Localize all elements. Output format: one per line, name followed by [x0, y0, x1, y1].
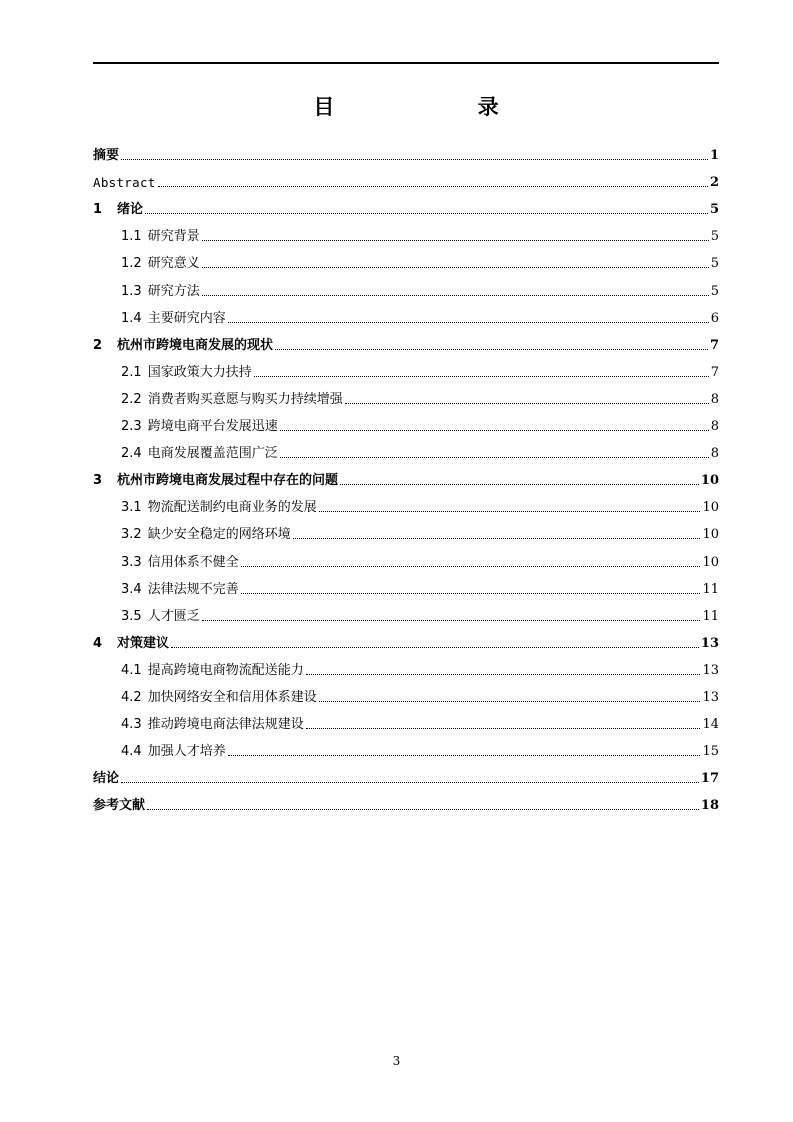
toc-entry-label: 研究意义 [147, 256, 200, 272]
dot-leader [293, 538, 701, 539]
toc-entry-page: 10 [702, 500, 719, 516]
toc-entry-page: 10 [700, 473, 719, 489]
toc-entry[interactable] [93, 790, 719, 814]
toc-entry-label: 绪论 [117, 202, 144, 218]
dot-leader [319, 701, 701, 702]
toc-entry[interactable] [93, 384, 719, 408]
toc-entry[interactable] [93, 655, 719, 679]
toc-entry-page: 18 [700, 798, 719, 814]
toc-entry-number: 2.2 [121, 391, 142, 407]
toc-entry[interactable] [93, 547, 719, 571]
dot-leader [202, 295, 709, 296]
toc-entry-page: 8 [710, 419, 719, 434]
toc-entry-label: 摘要 [93, 148, 120, 163]
toc-entry-page: 13 [702, 662, 719, 678]
dot-leader [280, 457, 709, 458]
dot-leader [121, 159, 708, 160]
toc-entry-number: 4.2 [121, 690, 142, 705]
toc-entry-number: 3.5 [121, 608, 142, 624]
toc-entry[interactable] [93, 628, 719, 652]
toc-entry[interactable] [93, 438, 719, 462]
toc-entry-label: 消费者购买意愿与购买力持续增强 [147, 391, 343, 407]
toc-entry-label: 提高跨境电商物流配送能力 [147, 662, 304, 678]
toc-entry-label: 跨境电商平台发展迅速 [147, 419, 278, 434]
toc-entry[interactable] [93, 330, 719, 354]
toc-entry[interactable] [93, 601, 719, 625]
toc-entry-label: 研究背景 [147, 229, 200, 245]
toc-entry-label: 结论 [93, 771, 120, 787]
toc-entry-page: 13 [700, 635, 719, 651]
dot-leader [319, 511, 701, 512]
dot-leader [202, 620, 701, 621]
toc-entry-page: 5 [710, 283, 719, 299]
toc-entry-page: 8 [710, 446, 719, 462]
toc-entry[interactable] [93, 194, 719, 218]
toc-entry[interactable] [93, 140, 719, 164]
dot-leader [158, 186, 708, 187]
dot-leader [340, 484, 699, 485]
toc-entry[interactable] [93, 736, 719, 760]
toc-entry[interactable] [93, 574, 719, 598]
toc-entry-number: 1.2 [121, 256, 142, 272]
toc-entry-label: 杭州市跨境电商发展过程中存在的问题 [117, 473, 339, 489]
dot-leader [202, 240, 709, 241]
toc-entry-label: 缺少安全稳定的网络环境 [147, 527, 291, 543]
toc-entry-page: 5 [710, 229, 719, 245]
toc-entry-label: Abstract [93, 175, 156, 191]
toc-entry-label: 法律法规不完善 [147, 581, 239, 597]
toc-entry-label: 物流配送制约电商业务的发展 [147, 500, 317, 516]
toc-entry-page: 15 [702, 744, 719, 760]
toc-entry[interactable] [93, 221, 719, 245]
toc-entry[interactable] [93, 763, 719, 787]
toc-entry-number: 3.4 [121, 581, 142, 597]
dot-leader [280, 430, 709, 431]
toc-entry-label: 主要研究内容 [147, 310, 226, 326]
header-rule [93, 62, 719, 64]
toc-entry-label: 杭州市跨境电商发展的现状 [117, 337, 274, 353]
dot-leader [145, 213, 708, 214]
toc-entry-number: 4 [93, 635, 103, 651]
toc-entry[interactable] [93, 682, 719, 706]
toc-entry-number: 2.1 [121, 364, 142, 380]
toc-entry-number: 3.3 [121, 554, 142, 570]
toc-entry-page: 17 [700, 771, 719, 787]
toc-entry-page: 11 [702, 581, 719, 597]
toc-entry-label: 国家政策大力扶持 [147, 364, 252, 380]
toc-entry-page: 7 [710, 364, 719, 380]
toc-entry-page: 6 [710, 310, 719, 326]
toc-entry-number: 1.1 [121, 229, 142, 245]
dot-leader [171, 647, 699, 648]
dot-leader [241, 566, 701, 567]
dot-leader [202, 267, 709, 268]
toc-entry[interactable] [93, 303, 719, 327]
toc-entry-number: 3 [93, 473, 103, 489]
toc-entry-page: 11 [702, 608, 719, 624]
dot-leader [306, 674, 701, 675]
toc-entry[interactable] [93, 276, 719, 300]
toc-entry-label: 加快网络安全和信用体系建设 [147, 690, 317, 705]
toc-entry-label: 研究方法 [147, 283, 200, 299]
toc-entry-page: 13 [702, 690, 719, 705]
toc-entry-number: 2.3 [121, 419, 142, 434]
dot-leader [275, 349, 708, 350]
toc-entry-page: 7 [709, 337, 719, 353]
toc-entry-number: 3.1 [121, 500, 142, 516]
toc-entry-label: 人才匮乏 [147, 608, 200, 624]
toc-entry[interactable] [93, 411, 719, 435]
toc-entry-page: 5 [710, 256, 719, 272]
toc-entry-label: 加强人才培养 [147, 744, 226, 760]
toc-entry[interactable] [93, 519, 719, 543]
toc-entry-page: 10 [702, 527, 719, 543]
dot-leader [254, 376, 709, 377]
dot-leader [306, 728, 701, 729]
page-number: 3 [392, 1054, 401, 1068]
dot-leader [228, 755, 701, 756]
toc-entry-number: 4.4 [121, 744, 142, 760]
toc-entry-page: 2 [709, 175, 719, 191]
toc-entry[interactable] [93, 357, 719, 381]
toc-entry-page: 5 [709, 202, 719, 218]
toc-entry-page: 14 [702, 717, 719, 733]
toc-entry-label: 信用体系不健全 [147, 554, 239, 570]
toc-entry-page: 10 [702, 554, 719, 570]
toc-entry-number: 1.3 [121, 283, 142, 299]
toc-entry-number: 1 [93, 202, 103, 218]
toc-entry-number: 2 [93, 337, 103, 353]
dot-leader [121, 782, 699, 783]
toc-entry[interactable] [93, 709, 719, 733]
toc-entry-number: 4.1 [121, 662, 142, 678]
toc-entry-number: 1.4 [121, 310, 142, 326]
dot-leader [228, 322, 709, 323]
page-title: 目 录 [313, 95, 567, 119]
toc-entry-label: 对策建议 [117, 635, 170, 651]
toc-entry[interactable] [93, 248, 719, 272]
toc-entry-label: 参考文献 [93, 798, 146, 814]
toc-entry-number: 3.2 [121, 527, 142, 543]
toc-entry-label: 推动跨境电商法律法规建设 [147, 717, 304, 733]
dot-leader [147, 809, 699, 810]
toc-entry-number: 2.4 [121, 446, 142, 462]
toc-entry-page: 8 [710, 391, 719, 407]
toc-entry[interactable] [93, 465, 719, 489]
toc-entry-number: 4.3 [121, 717, 142, 733]
toc-entry-page: 1 [709, 148, 719, 163]
toc-entry[interactable] [93, 167, 719, 191]
dot-leader [241, 593, 701, 594]
dot-leader [345, 403, 709, 404]
toc-entry[interactable] [93, 492, 719, 516]
toc-entry-label: 电商发展覆盖范围广泛 [147, 446, 278, 462]
